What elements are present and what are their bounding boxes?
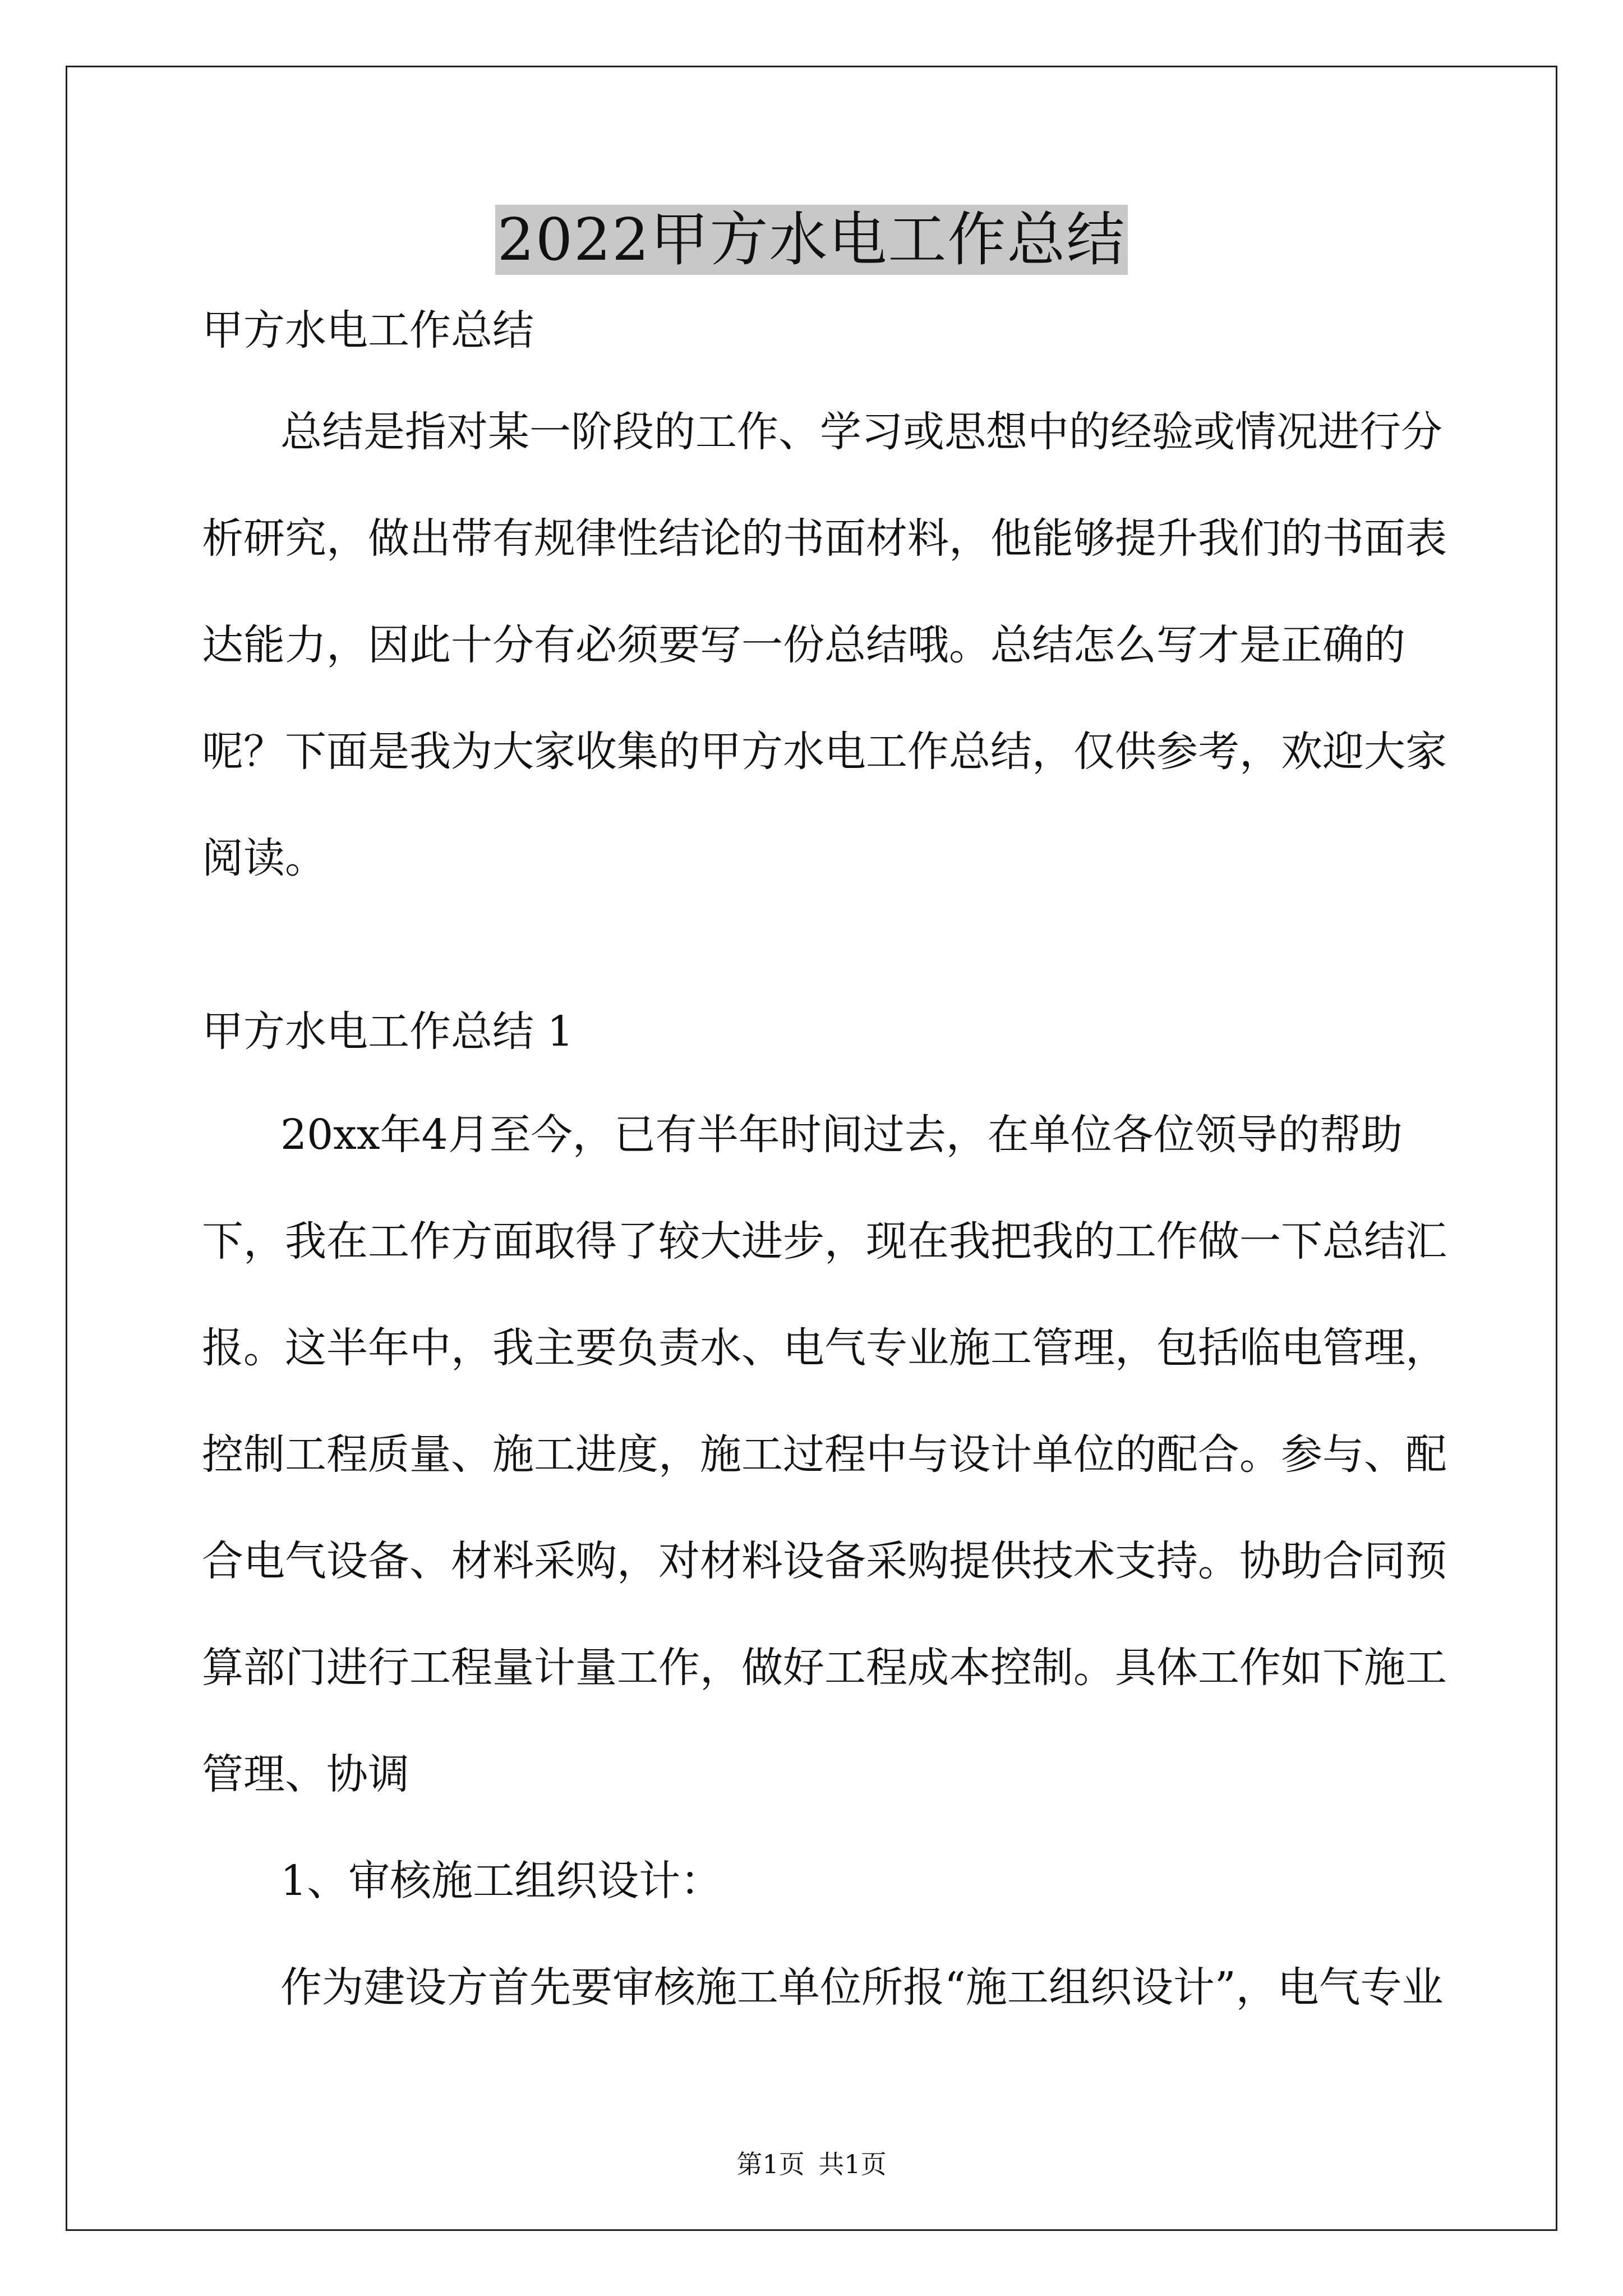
list-item: 1、审核施工组织设计：: [280, 1857, 722, 1905]
page-footer: 第1页 共1页: [736, 2149, 887, 2179]
section-paragraph: 20xx年4月至今，已有半年时间过去，在单位各位领导的帮助下，我在工作方面取得了较大进步，现在我把我的工作做一下总结汇报。这半年中，我主要负责水、电气专业施工管理，包括临电管理，控制工程质量、施工进度，施工过程中与设计单位的配合。参与、配合电气设备、材料采购，对材料设备采购提供技术支持。协助合同预算部门进行工程量计量工作，做好工程成本控制。具体工作如下施工管理、协调: [202, 1111, 1447, 1798]
title-wrap: [67, 205, 1556, 275]
section-paragraph-2: 作为建设方首先要审核施工单位所报“施工组织设计”，电气专业: [280, 1963, 1444, 2012]
document-page: [66, 66, 1557, 2231]
intro-paragraph: 总结是指对某一阶段的工作、学习或思想中的经验或情况进行分析研究，做出带有规律性结论的书面材料，他能够提升我们的书面表达能力，因此十分有必须要写一份总结哦。总结怎么写才是正确的呢？下面是我为大家收集的甲方水电工作总结，仅供参考，欢迎大家阅读。: [202, 408, 1447, 882]
section-heading: 甲方水电工作总结 1: [202, 1007, 574, 1056]
document-title: 2022甲方水电工作总结: [495, 205, 1128, 275]
subtitle: 甲方水电工作总结: [202, 306, 534, 355]
